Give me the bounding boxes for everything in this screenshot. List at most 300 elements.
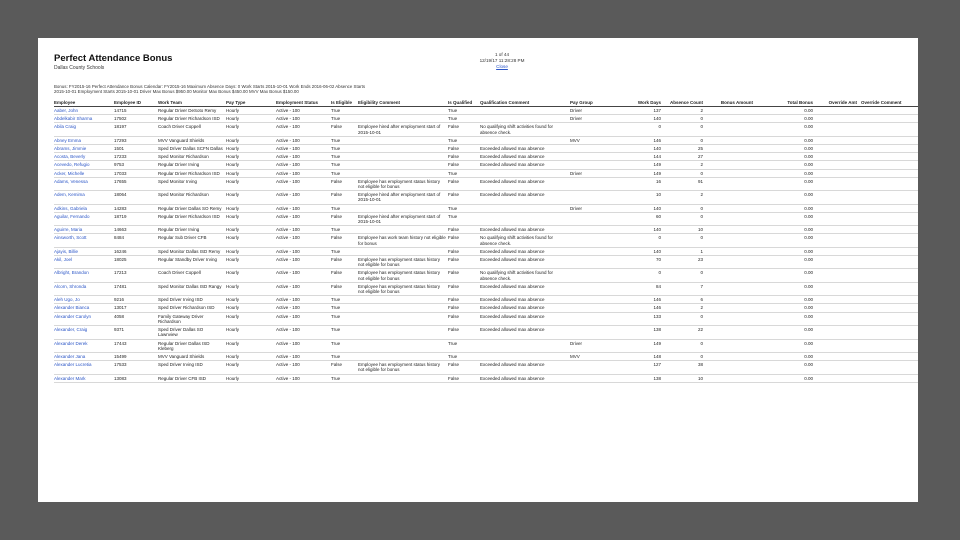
employee-link[interactable]: Abila Craig: [54, 123, 114, 136]
override-comment: [861, 256, 918, 269]
eligibility-comment: Employee hired after employment start of 2015-10-01: [358, 123, 448, 136]
work-team: MVV Vanguard Shields: [158, 136, 226, 144]
column-header: Work Days: [625, 98, 665, 107]
absence-count: 10: [665, 374, 707, 382]
override-amount: [817, 153, 861, 161]
override-amount: [817, 339, 861, 352]
employee-id: 9371: [114, 326, 158, 339]
eligibility-comment: [358, 352, 448, 360]
employee-link[interactable]: Alexander Mark: [54, 374, 114, 382]
is-qualified: False: [448, 247, 480, 255]
employee-link[interactable]: Alexander Carolyn: [54, 312, 114, 325]
pay-group: [570, 226, 625, 234]
pay-group: [570, 296, 625, 304]
pay-type: Hourly: [226, 339, 276, 352]
close-link[interactable]: Close: [496, 64, 508, 69]
employment-status: Active - 100: [276, 361, 331, 374]
work-days: 127: [625, 361, 665, 374]
employee-id: 14283: [114, 204, 158, 212]
absence-count: 0: [665, 339, 707, 352]
is-qualified: True: [448, 136, 480, 144]
absence-count: 0: [665, 352, 707, 360]
bonus-amount: [707, 145, 757, 153]
bonus-amount: [707, 256, 757, 269]
eligibility-comment: Employee has work team history not eligible for bonus: [358, 234, 448, 247]
pay-type: Hourly: [226, 234, 276, 247]
bonus-amount: [707, 107, 757, 115]
parameters-line: Bonus: FY2015-16 Perfect Attendance Bonus Calendar: FY2015-16 Maximum Absence Days: 0 Work Starts 2015-10-01 Work Ends 2016-06-02 Absence Starts: [54, 84, 366, 89]
bonus-amount: [707, 326, 757, 339]
work-team: Coach Driver Coppell: [158, 123, 226, 136]
pay-type: Hourly: [226, 191, 276, 204]
is-eligible: True: [331, 226, 358, 234]
total-bonus: 0.00: [757, 282, 817, 295]
is-qualified: True: [448, 352, 480, 360]
employee-link[interactable]: Alexander, Craig: [54, 326, 114, 339]
pay-group: [570, 153, 625, 161]
report-subtitle: Dallas County Schools: [54, 65, 105, 71]
work-team: Regular Driver Richardson ISD: [158, 212, 226, 225]
employee-id: 17233: [114, 153, 158, 161]
absence-count: 0: [665, 115, 707, 123]
work-days: 140: [625, 247, 665, 255]
is-eligible: True: [331, 374, 358, 382]
work-days: 0: [625, 269, 665, 282]
pay-type: Hourly: [226, 153, 276, 161]
work-days: 137: [625, 107, 665, 115]
employee-id: 17655: [114, 177, 158, 190]
work-days: 140: [625, 145, 665, 153]
work-team: Sped Monitor Dallas ISD Remy: [158, 247, 226, 255]
qualification-comment: No qualifying shift activities found for absence check.: [480, 269, 570, 282]
override-amount: [817, 374, 861, 382]
bonus-amount: [707, 234, 757, 247]
table-row: [54, 191, 918, 204]
qualification-comment: [480, 339, 570, 352]
override-comment: [861, 115, 918, 123]
pay-type: Hourly: [226, 115, 276, 123]
table-row: [54, 312, 918, 325]
work-team: Regular Driver Dallas SO Remy: [158, 204, 226, 212]
bonus-amount: [707, 115, 757, 123]
column-header: Employee: [54, 98, 114, 107]
override-comment: [861, 169, 918, 177]
work-team: Regular Driver DeSoto Remy: [158, 107, 226, 115]
is-eligible: True: [331, 352, 358, 360]
is-qualified: False: [448, 374, 480, 382]
total-bonus: 0.00: [757, 191, 817, 204]
is-qualified: True: [448, 339, 480, 352]
table-row: [54, 296, 918, 304]
total-bonus: 0.00: [757, 247, 817, 255]
pay-type: Hourly: [226, 304, 276, 312]
work-days: 144: [625, 153, 665, 161]
employee-link[interactable]: Alexander Derek: [54, 339, 114, 352]
absence-count: 1: [665, 247, 707, 255]
employee-link[interactable]: Alcorn, Shronda: [54, 282, 114, 295]
employee-link[interactable]: Alexander Jana: [54, 352, 114, 360]
qualification-comment: No qualifying shift activities found for absence check.: [480, 123, 570, 136]
pay-group: [570, 161, 625, 169]
is-qualified: False: [448, 234, 480, 247]
override-amount: [817, 136, 861, 144]
employee-id: 14715: [114, 107, 158, 115]
override-amount: [817, 226, 861, 234]
is-qualified: False: [448, 269, 480, 282]
employee-link[interactable]: Abney Emma: [54, 136, 114, 144]
override-amount: [817, 304, 861, 312]
employment-status: Active - 100: [276, 326, 331, 339]
column-header: Is Eligible: [331, 98, 358, 107]
total-bonus: 0.00: [757, 269, 817, 282]
qualification-comment: Exceeded allowed max absence: [480, 374, 570, 382]
table-row: [54, 145, 918, 153]
bonus-table: [54, 98, 918, 383]
pay-type: Hourly: [226, 169, 276, 177]
employment-status: Active - 100: [276, 247, 331, 255]
employee-id: 17533: [114, 361, 158, 374]
total-bonus: 0.00: [757, 107, 817, 115]
employee-link[interactable]: Acker, Michelle: [54, 169, 114, 177]
pay-group: [570, 177, 625, 190]
is-qualified: True: [448, 212, 480, 225]
employee-link[interactable]: Ajayis, Billie: [54, 247, 114, 255]
work-team: Regular Driver Richardson ISD: [158, 169, 226, 177]
qualification-comment: Exceeded allowed max absence: [480, 145, 570, 153]
is-qualified: False: [448, 326, 480, 339]
pay-type: Hourly: [226, 145, 276, 153]
column-header: Total Bonus: [757, 98, 817, 107]
employment-status: Active - 100: [276, 282, 331, 295]
employee-link[interactable]: Abrams, Jimmie: [54, 145, 114, 153]
work-days: 0: [625, 234, 665, 247]
work-team: MVV Vanguard Shields: [158, 352, 226, 360]
total-bonus: 0.00: [757, 326, 817, 339]
total-bonus: 0.00: [757, 212, 817, 225]
employment-status: Active - 100: [276, 161, 331, 169]
is-eligible: True: [331, 153, 358, 161]
is-qualified: False: [448, 312, 480, 325]
override-comment: [861, 374, 918, 382]
pay-type: Hourly: [226, 247, 276, 255]
employee-id: 18197: [114, 123, 158, 136]
pay-group: Driver: [570, 107, 625, 115]
employee-link[interactable]: Acevedo, Refugio: [54, 161, 114, 169]
is-qualified: True: [448, 107, 480, 115]
total-bonus: 0.00: [757, 123, 817, 136]
is-eligible: False: [331, 282, 358, 295]
employee-link[interactable]: Albright, Brandon: [54, 269, 114, 282]
override-amount: [817, 282, 861, 295]
override-amount: [817, 204, 861, 212]
pay-type: Hourly: [226, 282, 276, 295]
override-comment: [861, 304, 918, 312]
absence-count: 91: [665, 177, 707, 190]
bonus-amount: [707, 226, 757, 234]
employment-status: Active - 100: [276, 204, 331, 212]
qualification-comment: Exceeded allowed max absence: [480, 256, 570, 269]
employee-id: 18064: [114, 191, 158, 204]
is-eligible: False: [331, 256, 358, 269]
is-eligible: True: [331, 326, 358, 339]
bonus-amount: [707, 247, 757, 255]
override-amount: [817, 352, 861, 360]
work-team: Coach Driver Coppell: [158, 269, 226, 282]
pay-type: Hourly: [226, 123, 276, 136]
is-eligible: False: [331, 269, 358, 282]
employee-link[interactable]: Alexander Bianca: [54, 304, 114, 312]
is-eligible: False: [331, 177, 358, 190]
employment-status: Active - 100: [276, 304, 331, 312]
table-row: [54, 304, 918, 312]
pay-type: Hourly: [226, 269, 276, 282]
employee-id: 9753: [114, 161, 158, 169]
work-team: Regular Standby Driver Irving: [158, 256, 226, 269]
table-body: [54, 107, 918, 383]
bonus-amount: [707, 123, 757, 136]
total-bonus: 0.00: [757, 374, 817, 382]
total-bonus: 0.00: [757, 204, 817, 212]
total-bonus: 0.00: [757, 339, 817, 352]
work-days: 140: [625, 115, 665, 123]
bonus-amount: [707, 304, 757, 312]
override-comment: [861, 177, 918, 190]
column-header: Is Qualified: [448, 98, 480, 107]
employee-link[interactable]: Abdelkabir Sharma: [54, 115, 114, 123]
is-qualified: False: [448, 177, 480, 190]
employee-link[interactable]: Alexander Lucretia: [54, 361, 114, 374]
total-bonus: 0.00: [757, 115, 817, 123]
column-header: Pay Type: [226, 98, 276, 107]
table-row: [54, 115, 918, 123]
pay-group: Driver: [570, 339, 625, 352]
employee-link[interactable]: Adkins, Gabriela: [54, 204, 114, 212]
employment-status: Active - 100: [276, 136, 331, 144]
override-comment: [861, 212, 918, 225]
is-eligible: False: [331, 234, 358, 247]
employee-id: 8484: [114, 234, 158, 247]
column-header: Employment Status: [276, 98, 331, 107]
eligibility-comment: [358, 339, 448, 352]
column-header: Qualification Comment: [480, 98, 570, 107]
employment-status: Active - 100: [276, 177, 331, 190]
pay-group: [570, 361, 625, 374]
is-eligible: True: [331, 115, 358, 123]
pay-type: Hourly: [226, 374, 276, 382]
eligibility-comment: [358, 161, 448, 169]
absence-count: 2: [665, 161, 707, 169]
total-bonus: 0.00: [757, 153, 817, 161]
is-qualified: False: [448, 226, 480, 234]
table-row: [54, 226, 918, 234]
column-header: Override Comment: [861, 98, 918, 107]
eligibility-comment: Employee hired after employment start of 2015-10-01: [358, 212, 448, 225]
work-team: Sped Monitor Dallas ISD Rangy: [158, 282, 226, 295]
work-team: Sped Driver Dallas SO Lawnview: [158, 326, 226, 339]
work-team: Sped Driver Irving ISD: [158, 296, 226, 304]
qualification-comment: Exceeded allowed max absence: [480, 282, 570, 295]
total-bonus: 0.00: [757, 226, 817, 234]
total-bonus: 0.00: [757, 136, 817, 144]
qualification-comment: Exceeded allowed max absence: [480, 296, 570, 304]
employee-id: 17443: [114, 339, 158, 352]
eligibility-comment: [358, 374, 448, 382]
override-amount: [817, 161, 861, 169]
total-bonus: 0.00: [757, 296, 817, 304]
parameters-line: 2015-10-01 Employment Starts 2015-10-01 Driver Max Bonus $950.00 Monitor Max Bonus $450.00 MVV Max Bonus $150.00: [54, 89, 299, 95]
employment-status: Active - 100: [276, 234, 331, 247]
is-eligible: True: [331, 304, 358, 312]
total-bonus: 0.00: [757, 169, 817, 177]
work-team: Sped Monitor Richardson: [158, 153, 226, 161]
work-team: Regular Driver Dallas ISD Kleberg: [158, 339, 226, 352]
total-bonus: 0.00: [757, 256, 817, 269]
qualification-comment: Exceeded allowed max absence: [480, 312, 570, 325]
override-amount: [817, 247, 861, 255]
work-team: Sped Driver Dallas SCFN Dallas: [158, 145, 226, 153]
eligibility-comment: [358, 204, 448, 212]
work-team: Family Gateway Driver Richardson: [158, 312, 226, 325]
override-comment: [861, 153, 918, 161]
employee-link[interactable]: Aleh Ugo, Jo: [54, 296, 114, 304]
employee-link[interactable]: Ainsworth, Scott: [54, 234, 114, 247]
is-eligible: True: [331, 312, 358, 325]
work-days: 140: [625, 204, 665, 212]
employment-status: Active - 100: [276, 212, 331, 225]
employee-link[interactable]: Aaber, John: [54, 107, 114, 115]
employment-status: Active - 100: [276, 256, 331, 269]
override-amount: [817, 312, 861, 325]
run-timestamp: 12/19/17 11:28:28 PM: [479, 58, 525, 63]
override-amount: [817, 123, 861, 136]
column-header: Absence Count: [665, 98, 707, 107]
pay-group: [570, 145, 625, 153]
eligibility-comment: Employee hired after employment start of 2015-10-01: [358, 191, 448, 204]
employee-id: 13017: [114, 304, 158, 312]
override-comment: [861, 312, 918, 325]
pay-group: [570, 304, 625, 312]
absence-count: 0: [665, 312, 707, 325]
work-team: Sped Driver Irving ISD: [158, 361, 226, 374]
eligibility-comment: Employee has employment status history not eligible for bonus: [358, 361, 448, 374]
absence-count: 0: [665, 212, 707, 225]
column-header: Override Amt: [817, 98, 861, 107]
absence-count: 6: [665, 296, 707, 304]
is-qualified: False: [448, 145, 480, 153]
bonus-amount: [707, 161, 757, 169]
table-row: [54, 177, 918, 190]
is-eligible: False: [331, 123, 358, 136]
column-header: Eligibility Comment: [358, 98, 448, 107]
employee-id: 17481: [114, 282, 158, 295]
bonus-amount: [707, 169, 757, 177]
eligibility-comment: Employee has employment status history not eligible for bonus: [358, 269, 448, 282]
employee-id: 18025: [114, 256, 158, 269]
employment-status: Active - 100: [276, 169, 331, 177]
work-days: 10: [625, 191, 665, 204]
employee-link[interactable]: Aguilar, Fernando: [54, 212, 114, 225]
employment-status: Active - 100: [276, 269, 331, 282]
employee-link[interactable]: Adams, Venessa: [54, 177, 114, 190]
table-row: [54, 136, 918, 144]
pay-type: Hourly: [226, 136, 276, 144]
bonus-amount: [707, 296, 757, 304]
table-row: [54, 361, 918, 374]
override-comment: [861, 234, 918, 247]
work-days: 140: [625, 226, 665, 234]
is-qualified: False: [448, 361, 480, 374]
is-eligible: True: [331, 169, 358, 177]
total-bonus: 0.00: [757, 234, 817, 247]
bonus-amount: [707, 153, 757, 161]
override-comment: [861, 282, 918, 295]
work-days: 146: [625, 136, 665, 144]
employment-status: Active - 100: [276, 339, 331, 352]
pay-group: [570, 282, 625, 295]
work-team: Regular Driver Richardson ISD: [158, 115, 226, 123]
absence-count: 25: [665, 145, 707, 153]
eligibility-comment: [358, 247, 448, 255]
employment-status: Active - 100: [276, 123, 331, 136]
override-amount: [817, 177, 861, 190]
qualification-comment: [480, 169, 570, 177]
work-days: 149: [625, 339, 665, 352]
report-parameters: [54, 84, 834, 94]
override-amount: [817, 326, 861, 339]
table-row: [54, 234, 918, 247]
absence-count: 0: [665, 234, 707, 247]
override-comment: [861, 296, 918, 304]
eligibility-comment: [358, 169, 448, 177]
is-eligible: True: [331, 247, 358, 255]
pay-type: Hourly: [226, 312, 276, 325]
employment-status: Active - 100: [276, 374, 331, 382]
employee-link[interactable]: Adem, Kemima: [54, 191, 114, 204]
employment-status: Active - 100: [276, 226, 331, 234]
is-qualified: False: [448, 282, 480, 295]
absence-count: 0: [665, 269, 707, 282]
employment-status: Active - 100: [276, 312, 331, 325]
override-amount: [817, 234, 861, 247]
is-qualified: False: [448, 296, 480, 304]
pay-type: Hourly: [226, 256, 276, 269]
employee-link[interactable]: Aguirre, Maria: [54, 226, 114, 234]
override-amount: [817, 145, 861, 153]
table-row: [54, 352, 918, 360]
override-amount: [817, 191, 861, 204]
bonus-amount: [707, 177, 757, 190]
table-row: [54, 256, 918, 269]
override-comment: [861, 247, 918, 255]
override-amount: [817, 256, 861, 269]
eligibility-comment: [358, 304, 448, 312]
total-bonus: 0.00: [757, 361, 817, 374]
override-comment: [861, 107, 918, 115]
pay-group: [570, 256, 625, 269]
bonus-amount: [707, 282, 757, 295]
absence-count: 0: [665, 123, 707, 136]
table-row: [54, 204, 918, 212]
employee-link[interactable]: Akil, Joel: [54, 256, 114, 269]
table-row: [54, 339, 918, 352]
employee-id: 16246: [114, 247, 158, 255]
employee-id: 14663: [114, 226, 158, 234]
qualification-comment: [480, 136, 570, 144]
bonus-amount: [707, 204, 757, 212]
total-bonus: 0.00: [757, 161, 817, 169]
employee-link[interactable]: Acosta, Beverly: [54, 153, 114, 161]
is-eligible: True: [331, 107, 358, 115]
